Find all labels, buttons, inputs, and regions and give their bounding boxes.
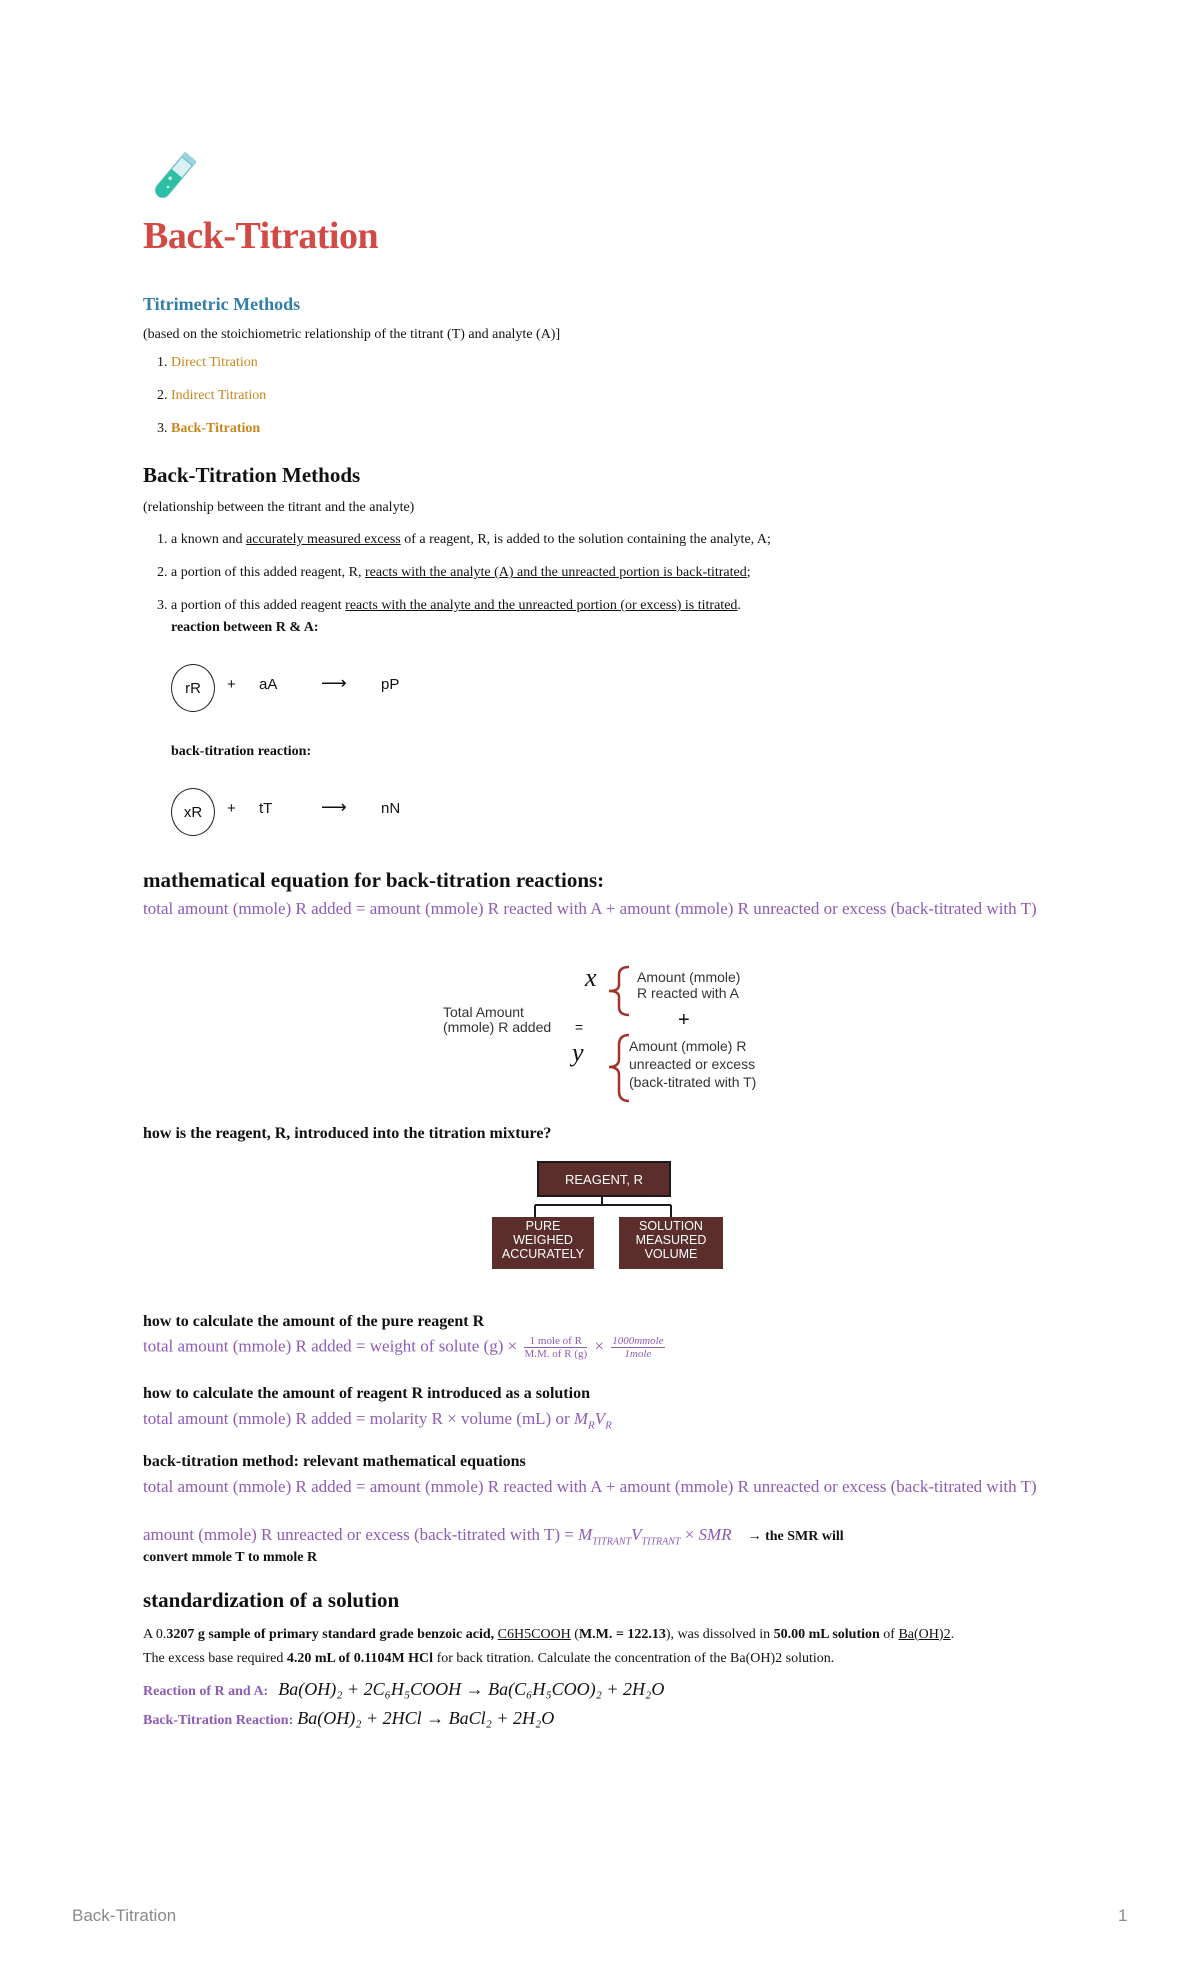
reaction-r-a-line: Reaction of R and A: Ba(OH)₂ + 2C₆H₅COOH → Ba(C₆H₅COO)₂ + 2H₂O <box>143 1678 665 1699</box>
amount-diagram: Total Amount (mmole) R added = x y Amount (mmole) R reacted with A + Amount (mmole) R unreacted or excess (back-titrated with T) <box>143 963 1063 1123</box>
reaction-back: xR + tT ⟶ nN <box>171 782 1063 842</box>
tree-solution: SOLUTION MEASURED VOLUME <box>619 1217 723 1269</box>
rxn2-label: back-titration reaction: <box>171 744 312 759</box>
test-tube-icon <box>143 148 203 208</box>
back-titration-line: Back-Titration Reaction: Ba(OH)₂ + 2HCl → BaCl₂ + 2H₂O <box>143 1707 555 1728</box>
reaction-r-a: rR + aA ⟶ pP <box>171 658 1063 718</box>
titrimetric-list <box>143 353 1063 439</box>
titrimetric-heading: Titrimetric Methods <box>143 294 301 314</box>
arrow-icon: ⟶ <box>321 673 347 693</box>
page-number: 1 <box>1118 1906 1128 1925</box>
relevant-equation-2: amount (mmole) R unreacted or excess (back-titrated with $T) = M_{TITRANT}V_{TITRANT}$ × SMR → the SMR will convert mmole T to mmole R <box>143 1525 844 1565</box>
list-item: 3. Back-Titration <box>171 419 1063 439</box>
pure-heading: how to calculate the amount of the pure reagent R <box>143 1313 485 1330</box>
solution-heading: how to calculate the amount of reagent R introduced as a solution <box>143 1385 590 1402</box>
arrow-icon: ⟶ <box>321 797 347 817</box>
methods-list <box>143 530 1063 616</box>
methods-note: (relationship between the titrant and the analyte) <box>143 500 415 515</box>
relevant-heading: back-titration method: relevant mathematical equations <box>143 1453 526 1471</box>
reagent-circle: rR <box>171 664 215 712</box>
pure-equation: total amount (mmole) R added = weight of solute (g) × $\frac{\text{1 mole of R}}{\text{M.M. of R (g)}}$ × $\frac{\text{1000mmole}}{\text{1mole}}$ <box>143 1335 664 1360</box>
tree-pure: PURE WEIGHED ACCURATELY <box>492 1217 594 1269</box>
document-content <box>143 148 1063 1729</box>
list-item: 1. Direct Titration <box>171 353 1063 373</box>
standardization-paragraph-1: A 0.3207 g sample of primary standard grade benzoic acid, C6H5COOH (M.M. = 122.13), was dissolved in 50.00 mL solution of Ba(OH)2. <box>143 1626 955 1642</box>
list-item: 2. Indirect Titration <box>171 386 1063 406</box>
tree-connector <box>483 1195 723 1217</box>
reagent-tree <box>143 1161 1063 1311</box>
introduce-heading: how is the reagent, R, introduced into the titration mixture? <box>143 1125 552 1142</box>
footer-title: Back-Titration <box>72 1906 177 1925</box>
solution-equation: total amount (mmole) R added = molarity R × volume (mL) or $M_RV_R$ <box>143 1409 612 1432</box>
math-heading: mathematical equation for back-titration reactions: <box>143 868 605 892</box>
tree-root: REAGENT, R <box>537 1161 671 1197</box>
standardization-paragraph-2: The excess base required 4.20 mL of 0.1104M HCl for back titration. Calculate the concentration of the Ba(OH)2 solution. <box>143 1650 835 1666</box>
methods-heading: Back-Titration Methods <box>143 463 361 487</box>
standardization-heading: standardization of a solution <box>143 1587 400 1612</box>
page-title: Back-Titration <box>143 215 379 257</box>
titrimetric-note: (based on the stoichiometric relationship of the titrant (T) and analyte (A)] <box>143 327 561 342</box>
relevant-equation-1: total amount (mmole) R added = amount (mmole) R reacted with A + amount (mmole) R unreacted or excess (back-titrated with T) <box>143 1477 1037 1497</box>
math-equation: total amount (mmole) R added = amount (mmole) R reacted with A + amount (mmole) R unreacted or excess (back-titrated with T) <box>143 899 1037 918</box>
list-item: 3. a portion of this added reagent reacts with the analyte and the unreacted portion (or excess) is titrated. <box>171 596 1063 616</box>
reagent-circle: xR <box>171 788 215 836</box>
rxn1-label: reaction between R & A: <box>171 620 319 635</box>
list-item: 1. a known and accurately measured excess of a reagent, R, is added to the solution containing the analyte, A; <box>171 530 1063 550</box>
list-item: 2. a portion of this added reagent, R, reacts with the analyte (A) and the unreacted portion is back-titrated; <box>171 563 1063 583</box>
